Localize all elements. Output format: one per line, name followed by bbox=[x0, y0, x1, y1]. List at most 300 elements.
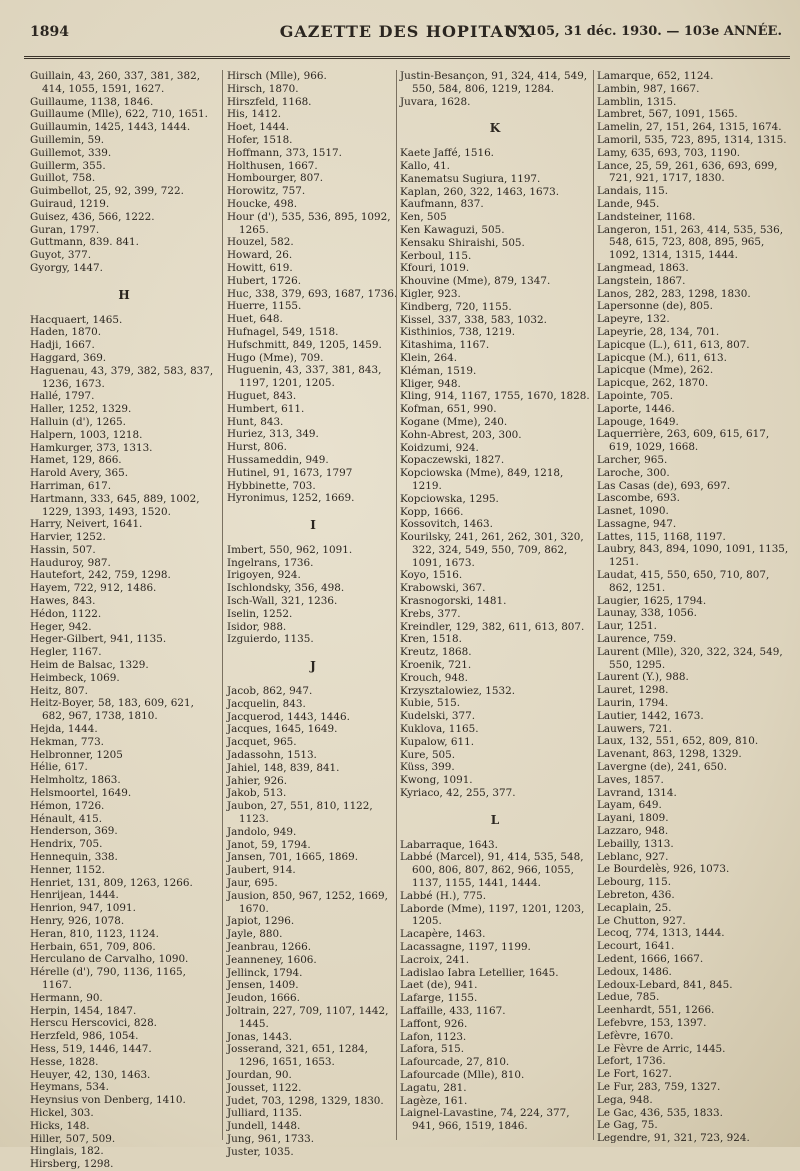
index-entry: Henry, 926, 1078. bbox=[30, 915, 125, 927]
index-entry: Kerboul, 115. bbox=[400, 249, 472, 262]
index-entry: Kohn-Abrest, 203, 300. bbox=[400, 428, 522, 441]
index-entry: Guttmann, 839. 841. bbox=[30, 236, 139, 249]
index-entry: Kure, 505. bbox=[400, 748, 456, 761]
index-entry: Jundell, 1448. bbox=[227, 1120, 301, 1133]
index-entry: Huguet, 843. bbox=[227, 389, 297, 402]
index-entry: Guisez, 436, 566, 1222. bbox=[30, 210, 155, 223]
index-entry: Guillemot, 339. bbox=[30, 146, 112, 159]
index-entry: Hussameddin, 949. bbox=[227, 453, 329, 466]
index-entry: Horowitz, 757. bbox=[227, 185, 306, 198]
index-entry: Las Casas (de), 693, 697. bbox=[597, 479, 731, 492]
index-entry: Hirsberg, 1298. bbox=[30, 1158, 114, 1171]
index-entry: Jansen, 701, 1665, 1869. bbox=[227, 851, 359, 864]
index-entry: Kudelski, 377. bbox=[400, 710, 476, 723]
index-entry: Guillemin, 59. bbox=[30, 133, 105, 146]
index-entry: Labbé (Marcel), 91, 414, 535, 548, 600, 806, 807, 862, 966, 1055, 1137, 1155, 1441, 1444. bbox=[400, 851, 584, 890]
index-entry: Hoet, 1444. bbox=[227, 121, 289, 134]
index-entry: Isch-Wall, 321, 1236. bbox=[227, 595, 338, 608]
index-entry: Lafourcade (Mlle), 810. bbox=[400, 1068, 525, 1081]
index-entry: Lasnet, 1090. bbox=[597, 505, 669, 518]
index-entry: Jousset, 1122. bbox=[227, 1081, 302, 1094]
index-entry: Le Gac, 436, 535, 1833. bbox=[597, 1106, 723, 1119]
index-entry: Kossovitch, 1463. bbox=[400, 518, 493, 531]
index-entry: Launay, 338, 1056. bbox=[597, 607, 697, 620]
index-entry: Jensen, 1409. bbox=[227, 979, 299, 992]
index-entry: Hufnagel, 549, 1518. bbox=[227, 325, 339, 338]
index-entry: Herculano de Carvalho, 1090. bbox=[30, 953, 189, 966]
index-entry: Lebreton, 436. bbox=[597, 889, 675, 901]
index-entry: Laffaille, 433, 1167. bbox=[400, 1004, 506, 1017]
journal-title: GAZETTE DES HOPITAUX bbox=[279, 22, 533, 41]
index-entry: Helmholtz, 1863. bbox=[30, 774, 121, 787]
index-entry: Guiraud, 1219. bbox=[30, 197, 110, 210]
index-entry: Hunt, 843. bbox=[227, 415, 284, 428]
index-entry: Hoffmann, 373, 1517. bbox=[227, 146, 342, 159]
index-entry: Jaur, 695. bbox=[227, 877, 278, 890]
index-entry: Lauwers, 721. bbox=[597, 722, 672, 735]
section-letter: L bbox=[490, 812, 500, 827]
index-entry: Krouch, 948. bbox=[400, 671, 468, 684]
index-entry: Ledoux, 1486. bbox=[597, 965, 672, 978]
index-entry: Lapicque (Mme), 262. bbox=[597, 364, 714, 377]
index-entry: Kléman, 1519. bbox=[400, 364, 477, 377]
index-column-3 bbox=[400, 70, 590, 1145]
index-entry: Lapicque (M.), 611, 613. bbox=[597, 351, 727, 364]
index-entry: Kanematsu Sugiura, 1197. bbox=[400, 172, 541, 185]
section-letter: K bbox=[489, 121, 501, 136]
index-entry: Heynsius von Denberg, 1410. bbox=[30, 1094, 186, 1107]
index-entry: Kigler, 923. bbox=[400, 287, 461, 300]
index-entry: Lascombe, 693. bbox=[597, 492, 680, 505]
index-entry: Kopp, 1666. bbox=[400, 505, 464, 518]
index-entry: Jayle, 880. bbox=[227, 928, 283, 941]
index-entry: Henrion, 947, 1091. bbox=[30, 902, 136, 915]
index-entry: Le Fèvre de Arric, 1445. bbox=[597, 1042, 726, 1055]
index-entry: Halpern, 1003, 1218. bbox=[30, 428, 143, 441]
index-entry: Herbain, 651, 709, 806. bbox=[30, 940, 156, 953]
index-entry: Kopciowska (Mme), 849, 1218, 1219. bbox=[400, 467, 564, 492]
index-entry: Herscu Herscovici, 828. bbox=[30, 1017, 157, 1030]
index-entry: Guyot, 377. bbox=[30, 249, 92, 262]
index-entry: Guillot, 758. bbox=[30, 172, 96, 185]
index-entry: Laquerrière, 263, 609, 615, 617, 619, 1029, 1668. bbox=[597, 428, 770, 454]
index-entry: Kitashima, 1167. bbox=[400, 339, 490, 352]
index-entry: Laur, 1251. bbox=[597, 620, 657, 633]
index-entry: Hautefort, 242, 759, 1298. bbox=[30, 569, 171, 582]
index-entry: Hesse, 1828. bbox=[30, 1055, 99, 1068]
index-entry: Isidor, 988. bbox=[227, 620, 287, 633]
index-entry: Guran, 1797. bbox=[30, 223, 100, 236]
index-entry: Hirsch (Mlle), 966. bbox=[227, 70, 327, 82]
index-entry: Lega, 948. bbox=[597, 1093, 653, 1106]
index-entry: Le Bourdelès, 926, 1073. bbox=[597, 863, 730, 876]
index-entry: Kupalow, 611. bbox=[400, 735, 475, 748]
index-entry: Hamkurger, 373, 1313. bbox=[30, 441, 153, 454]
index-entry: Lafon, 1123. bbox=[400, 1030, 467, 1043]
index-entry: Laurent (Mlle), 320, 322, 324, 549, 550, 1295. bbox=[597, 645, 783, 671]
index-entry: Landais, 115. bbox=[597, 185, 669, 198]
index-entry: Hawes, 843. bbox=[30, 595, 96, 608]
index-entry: Lambin, 987, 1667. bbox=[597, 82, 700, 95]
index-entry: Langeron, 151, 263, 414, 535, 536, 548, 615, 723, 808, 895, 965, 1092, 1314, 1315, 1444. bbox=[597, 223, 783, 262]
index-entry: Herzfeld, 986, 1054. bbox=[30, 1030, 139, 1043]
index-entry: Lance, 25, 59, 261, 636, 693, 699, 721, 921, 1717, 1830. bbox=[597, 159, 778, 185]
page-number: 1894 bbox=[30, 24, 69, 40]
index-entry: Hyronimus, 1252, 1669. bbox=[227, 492, 355, 505]
index-entry: Kubie, 515. bbox=[400, 697, 461, 710]
column-divider bbox=[396, 70, 397, 1140]
index-entry: Layam, 649. bbox=[597, 799, 662, 812]
index-entry: Hartmann, 333, 645, 889, 1002, 1229, 1393, 1493, 1520. bbox=[30, 492, 200, 518]
index-entry: Kindberg, 720, 1155. bbox=[400, 300, 512, 313]
index-entry: Lapouge, 1649. bbox=[597, 415, 679, 428]
index-entry: Krabowski, 367. bbox=[400, 582, 486, 595]
index-entry: Hicks, 148. bbox=[30, 1119, 90, 1132]
index-entry: Henner, 1152. bbox=[30, 863, 105, 876]
index-entry: Hekman, 773. bbox=[30, 735, 104, 748]
index-entry: Lagatu, 281. bbox=[400, 1081, 467, 1094]
index-entry: Justin-Besançon, 91, 324, 414, 549, 550, 584, 806, 1219, 1284. bbox=[400, 70, 588, 95]
index-entry: Le Gag, 75. bbox=[597, 1119, 658, 1132]
index-entry: Laugier, 1625, 1794. bbox=[597, 594, 707, 607]
index-entry: Juvara, 1628. bbox=[400, 95, 471, 108]
index-entry: Jeanneney, 1606. bbox=[227, 953, 317, 966]
index-entry: Jellinck, 1794. bbox=[227, 966, 303, 979]
index-entry: Gyorgy, 1447. bbox=[30, 261, 103, 274]
index-entry: Juster, 1035. bbox=[227, 1145, 294, 1158]
index-entry: Heim de Balsac, 1329. bbox=[30, 659, 149, 672]
index-entry: Laudat, 415, 550, 650, 710, 807, 862, 1251. bbox=[597, 569, 770, 594]
index-entry: Hofer, 1518. bbox=[227, 133, 293, 146]
index-entry: Jeanbrau, 1266. bbox=[227, 941, 312, 953]
index-entry: Laignel-Lavastine, 74, 224, 377, 941, 966, 1519, 1846. bbox=[400, 1107, 570, 1133]
index-entry: Lassagne, 947. bbox=[597, 517, 677, 530]
index-entry: Kyriaco, 42, 255, 377. bbox=[400, 787, 516, 800]
index-entry: Le Fort, 1627. bbox=[597, 1068, 672, 1081]
index-entry: Heger, 942. bbox=[30, 620, 92, 633]
index-entry: Kaete Jaffé, 1516. bbox=[400, 147, 494, 160]
index-entry: Lapicque (L.), 611, 613, 807. bbox=[597, 338, 750, 351]
index-entry: Kreindler, 129, 382, 611, 613, 807. bbox=[400, 620, 585, 633]
index-entry: Guillaumin, 1425, 1443, 1444. bbox=[30, 121, 191, 134]
index-entry: Laet (de), 941. bbox=[400, 979, 478, 992]
index-entry: Guillain, 43, 260, 337, 381, 382, 414, 1055, 1591, 1627. bbox=[30, 70, 201, 95]
section-letter: I bbox=[310, 518, 316, 533]
index-entry: Huet, 648. bbox=[227, 313, 283, 326]
index-entry: Lacapère, 1463. bbox=[400, 928, 486, 941]
index-entry: Hubert, 1726. bbox=[227, 274, 302, 287]
index-entry: Ischlondsky, 356, 498. bbox=[227, 582, 345, 595]
index-entry: Heuyer, 42, 130, 1463. bbox=[30, 1068, 151, 1081]
index-entry: Hess, 519, 1446, 1447. bbox=[30, 1042, 152, 1055]
index-entry: Hombourger, 807. bbox=[227, 172, 324, 185]
index-entry: Hinglais, 182. bbox=[30, 1145, 104, 1158]
index-entry: Langstein, 1867. bbox=[597, 274, 686, 287]
index-entry: Henriet, 131, 809, 1263, 1266. bbox=[30, 876, 193, 889]
index-entry: Laporte, 1446. bbox=[597, 402, 675, 415]
index-entry: Klein, 264. bbox=[400, 351, 457, 364]
index-entry: Labbé (H.), 775. bbox=[400, 889, 487, 902]
page-header bbox=[30, 18, 782, 44]
index-entry: Jourdan, 90. bbox=[227, 1068, 292, 1081]
index-entry: Hickel, 303. bbox=[30, 1106, 94, 1119]
index-entry: Ledue, 785. bbox=[597, 991, 660, 1004]
index-entry: Jonas, 1443. bbox=[227, 1030, 292, 1043]
index-entry: Jadassohn, 1513. bbox=[227, 749, 317, 762]
index-entry: Harriman, 617. bbox=[30, 479, 111, 492]
index-entry: Laubry, 843, 894, 1090, 1091, 1135, 1251. bbox=[597, 543, 789, 569]
index-entry: Huerre, 1155. bbox=[227, 300, 302, 313]
index-entry: Lapeyre, 132. bbox=[597, 313, 670, 326]
index-entry: Heger-Gilbert, 941, 1135. bbox=[30, 633, 167, 646]
index-entry: Helsmoortel, 1649. bbox=[30, 787, 132, 800]
index-entry: Lapersonne (de), 805. bbox=[597, 300, 713, 313]
index-entry: Kourilsky, 241, 261, 262, 301, 320, 322, 324, 549, 550, 709, 862, 1091, 1673. bbox=[400, 531, 584, 569]
index-entry: Ledoux-Lebard, 841, 845. bbox=[597, 978, 733, 991]
index-entry: Huriez, 313, 349. bbox=[227, 428, 319, 441]
index-entry: Koyo, 1516. bbox=[400, 569, 463, 582]
index-entry: Guillerm, 355. bbox=[30, 159, 106, 172]
index-entry: Josserand, 321, 651, 1284, 1296, 1651, 1653. bbox=[227, 1043, 368, 1069]
index-entry: Lecoq, 774, 1313, 1444. bbox=[597, 927, 725, 940]
index-entry: Howitt, 619. bbox=[227, 261, 293, 274]
index-entry: Kofman, 651, 990. bbox=[400, 403, 497, 416]
index-entry: Imbert, 550, 962, 1091. bbox=[227, 543, 353, 556]
index-entry: Hamet, 129, 866. bbox=[30, 454, 122, 467]
index-entry: Lamblin, 1315. bbox=[597, 95, 677, 108]
index-entry: Laurence, 759. bbox=[597, 633, 677, 646]
index-entry: Ingelrans, 1736. bbox=[227, 556, 314, 569]
index-entry: Leblanc, 927. bbox=[597, 850, 669, 863]
index-entry: Helbronner, 1205 bbox=[30, 748, 123, 761]
index-entry: Izguierdo, 1135. bbox=[227, 633, 314, 646]
index-entry: Joltrain, 227, 709, 1107, 1442, 1445. bbox=[227, 1004, 389, 1030]
index-entry: Hejda, 1444. bbox=[30, 723, 98, 736]
index-entry: Ken Kawaguzi, 505. bbox=[400, 223, 505, 236]
index-entry: Lecourt, 1641. bbox=[597, 940, 675, 953]
index-entry: Jaubon, 27, 551, 810, 1122, 1123. bbox=[227, 800, 373, 826]
index-entry: Lazzaro, 948. bbox=[597, 825, 669, 838]
index-entry: Lautier, 1442, 1673. bbox=[597, 709, 704, 722]
index-entry: Ledent, 1666, 1667. bbox=[597, 952, 704, 965]
index-entry: Lafora, 515. bbox=[400, 1043, 465, 1056]
index-entry: Laroche, 300. bbox=[597, 466, 670, 479]
index-entry: Kisthinios, 738, 1219. bbox=[400, 326, 516, 339]
index-entry: Khouvine (Mme), 879, 1347. bbox=[400, 275, 551, 288]
index-entry: Kren, 1518. bbox=[400, 633, 462, 646]
index-entry: Heymans, 534. bbox=[30, 1081, 109, 1094]
index-entry: Jacques, 1645, 1649. bbox=[227, 723, 338, 736]
index-entry: Koidzumi, 924. bbox=[400, 441, 479, 454]
index-entry: Hirszfeld, 1168. bbox=[227, 95, 312, 108]
index-entry: Haggard, 369. bbox=[30, 351, 107, 364]
index-entry: Laffont, 926. bbox=[400, 1017, 468, 1030]
index-entry: Lacassagne, 1197, 1199. bbox=[400, 941, 531, 953]
index-entry: Hiller, 507, 509. bbox=[30, 1132, 116, 1145]
index-entry: Hélie, 617. bbox=[30, 761, 88, 774]
index-entry: Jausion, 850, 967, 1252, 1669, 1670. bbox=[227, 889, 388, 915]
index-entry: Le Fur, 283, 759, 1327. bbox=[597, 1080, 721, 1093]
index-entry: Jacquet, 965. bbox=[227, 736, 297, 749]
index-entry: Lavenant, 863, 1298, 1329. bbox=[597, 748, 742, 761]
index-column-2 bbox=[227, 70, 399, 1158]
index-entry: Kaufmann, 837. bbox=[400, 198, 484, 211]
index-entry: Julliard, 1135. bbox=[227, 1107, 302, 1120]
index-entry: Jacob, 862, 947. bbox=[227, 685, 313, 698]
index-entry: Kliger, 948. bbox=[400, 377, 461, 390]
index-entry: Lacroix, 241. bbox=[400, 953, 470, 966]
index-entry: Krebs, 377. bbox=[400, 607, 461, 620]
index-entry: Guillaume (Mlle), 622, 710, 1651. bbox=[30, 108, 208, 121]
index-entry: Jandolo, 949. bbox=[227, 825, 297, 838]
index-entry: Langmead, 1863. bbox=[597, 261, 689, 274]
index-entry: Lamarque, 652, 1124. bbox=[597, 70, 714, 82]
index-entry: Jacquelin, 843. bbox=[227, 697, 306, 710]
index-entry: Lapicque, 262, 1870. bbox=[597, 377, 709, 390]
index-entry: Hennequin, 338. bbox=[30, 851, 118, 864]
index-entry: Guimbellot, 25, 92, 399, 722. bbox=[30, 185, 184, 198]
index-entry: Lauret, 1298. bbox=[597, 684, 669, 697]
index-entry: Haguenau, 43, 379, 382, 583, 837, 1236, 1673. bbox=[30, 364, 214, 390]
index-entry: Le Chutton, 927. bbox=[597, 914, 686, 927]
index-entry: Lande, 945. bbox=[597, 197, 660, 210]
index-entry: Jaubert, 914. bbox=[227, 864, 296, 877]
index-entry: Hauduroy, 987. bbox=[30, 556, 111, 569]
index-entry: Lavrand, 1314. bbox=[597, 786, 677, 799]
index-entry: Jung, 961, 1733. bbox=[227, 1132, 314, 1145]
index-entry: Lamy, 635, 693, 703, 1190. bbox=[597, 146, 741, 159]
index-entry: Kopciowska, 1295. bbox=[400, 492, 499, 505]
index-entry: Krasnogorski, 1481. bbox=[400, 595, 507, 608]
index-column-1 bbox=[30, 70, 218, 1171]
index-entry: Hédon, 1122. bbox=[30, 607, 102, 620]
index-entry: Lafourcade, 27, 810. bbox=[400, 1056, 510, 1069]
header-rule bbox=[24, 56, 790, 59]
index-entry: Iselin, 1252. bbox=[227, 607, 293, 620]
index-entry: Humbert, 611. bbox=[227, 402, 305, 415]
index-entry: Laux, 132, 551, 652, 809, 810. bbox=[597, 735, 759, 748]
index-entry: Huguenin, 43, 337, 381, 843, 1197, 1201, 1205. bbox=[227, 364, 382, 390]
index-entry: Hugo (Mme), 709. bbox=[227, 351, 324, 364]
section-letter: J bbox=[310, 659, 316, 674]
index-entry: Jahiel, 148, 839, 841. bbox=[227, 761, 340, 774]
index-entry: Landsteiner, 1168. bbox=[597, 210, 696, 223]
index-entry: His, 1412. bbox=[227, 108, 282, 121]
index-column-4 bbox=[597, 70, 792, 1145]
issue-info: N° 105, 31 déc. 1930. — 103e ANNÉE. bbox=[505, 24, 782, 39]
index-entry: Kopaczewski, 1827. bbox=[400, 454, 505, 467]
index-entry: Lattes, 115, 1168, 1197. bbox=[597, 530, 726, 543]
index-entry: Leenhardt, 551, 1266. bbox=[597, 1004, 715, 1017]
index-entry: Judet, 703, 1298, 1329, 1830. bbox=[227, 1094, 384, 1107]
index-entry: Hendrix, 705. bbox=[30, 838, 103, 851]
index-entry: Legendre, 91, 321, 723, 924. bbox=[597, 1132, 750, 1145]
index-entry: Kling, 914, 1167, 1755, 1670, 1828. bbox=[400, 390, 590, 403]
index-entry: Henderson, 369. bbox=[30, 825, 118, 838]
index-entry: Hénault, 415. bbox=[30, 812, 103, 825]
index-entry: Kroenik, 721. bbox=[400, 659, 472, 672]
index-entry: Laurent (Y.), 988. bbox=[597, 671, 689, 684]
index-entry: Heimbeck, 1069. bbox=[30, 671, 120, 684]
index-entry: Irigoyen, 924. bbox=[227, 569, 301, 582]
index-entry: Lefort, 1736. bbox=[597, 1055, 666, 1068]
index-entry: Hirsch, 1870. bbox=[227, 82, 299, 95]
index-entry: Henrijean, 1444. bbox=[30, 889, 119, 902]
index-entry: Lamoril, 535, 723, 895, 1314, 1315. bbox=[597, 133, 787, 146]
index-entry: Huc, 338, 379, 693, 1687, 1736. bbox=[227, 287, 398, 300]
column-divider bbox=[222, 70, 223, 1140]
index-entry: Hour (d'), 535, 536, 895, 1092, 1265. bbox=[227, 210, 391, 236]
index-entry: Hallé, 1797. bbox=[30, 390, 95, 403]
index-entry: Heitz-Boyer, 58, 183, 609, 621, 682, 967, 1738, 1810. bbox=[30, 697, 194, 723]
index-entry: Lavergne (de), 241, 650. bbox=[597, 761, 727, 774]
index-entry: Ken, 505 bbox=[400, 211, 447, 224]
index-entry: Kuklova, 1165. bbox=[400, 723, 479, 736]
index-entry: Lefebvre, 153, 1397. bbox=[597, 1016, 707, 1029]
index-entry: Jacquerod, 1443, 1446. bbox=[227, 710, 350, 723]
index-entry: Lambret, 567, 1091, 1565. bbox=[597, 108, 738, 121]
index-entry: Heitz, 807. bbox=[30, 684, 88, 697]
index-entry: Ladislao Iabra Letellier, 1645. bbox=[400, 966, 559, 979]
index-entry: Hérelle (d'), 790, 1136, 1165, 1167. bbox=[30, 966, 186, 991]
index-entry: Haller, 1252, 1329. bbox=[30, 403, 132, 416]
index-entry: Kreutz, 1868. bbox=[400, 646, 472, 659]
index-entry: Lapointe, 705. bbox=[597, 389, 674, 402]
index-entry: Houcke, 498. bbox=[227, 197, 298, 210]
index-entry: Lefèvre, 1670. bbox=[597, 1029, 674, 1042]
index-entry: Hémon, 1726. bbox=[30, 799, 105, 812]
index-entry: Kogane (Mme), 240. bbox=[400, 415, 508, 428]
index-entry: Hermann, 90. bbox=[30, 991, 103, 1004]
index-entry: Harry, Neivert, 1641. bbox=[30, 518, 143, 531]
index-entry: Lebourg, 115. bbox=[597, 876, 672, 889]
index-entry: Kissel, 337, 338, 583, 1032. bbox=[400, 313, 547, 326]
index-entry: Hufschmitt, 849, 1205, 1459. bbox=[227, 338, 382, 351]
index-entry: Hassin, 507. bbox=[30, 543, 96, 556]
index-entry: Larcher, 965. bbox=[597, 453, 668, 466]
index-entry: Hadji, 1667. bbox=[30, 339, 95, 352]
index-entry: Hutinel, 91, 1673, 1797 bbox=[227, 466, 353, 479]
index-entry: Guillaume, 1138, 1846. bbox=[30, 95, 154, 108]
index-entry: Laurin, 1794. bbox=[597, 697, 669, 710]
index-entry: Lapeyrie, 28, 134, 701. bbox=[597, 325, 720, 338]
index-entry: Holthusen, 1667. bbox=[227, 159, 318, 172]
index-entry: Lecaplain, 25. bbox=[597, 901, 672, 914]
index-entry: Lebailly, 1313. bbox=[597, 837, 674, 850]
index-entry: Haden, 1870. bbox=[30, 326, 102, 339]
index-entry: Houzel, 582. bbox=[227, 236, 294, 249]
index-entry: Laves, 1857. bbox=[597, 773, 664, 786]
index-entry: Japiot, 1296. bbox=[227, 915, 295, 928]
index-entry: Lagèze, 161. bbox=[400, 1094, 468, 1107]
index-entry: Lanos, 282, 283, 1298, 1830. bbox=[597, 287, 751, 300]
index-entry: Hayem, 722, 912, 1486. bbox=[30, 582, 157, 595]
section-letter: H bbox=[118, 287, 130, 302]
index-entry: Lamelin, 27, 151, 264, 1315, 1674. bbox=[597, 121, 782, 134]
index-entry: Layani, 1809. bbox=[597, 812, 669, 825]
index-entry: Harold Avery, 365. bbox=[30, 467, 129, 480]
index-entry: Jeudon, 1666. bbox=[227, 992, 300, 1005]
index-entry: Kaplan, 260, 322, 1463, 1673. bbox=[400, 185, 560, 198]
index-entry: Herpin, 1454, 1847. bbox=[30, 1004, 137, 1017]
index-entry: Heran, 810, 1123, 1124. bbox=[30, 927, 159, 940]
index-entry: Lafarge, 1155. bbox=[400, 992, 478, 1005]
index-entry: Hacquaert, 1465. bbox=[30, 313, 123, 326]
index-entry: Hegler, 1167. bbox=[30, 646, 102, 659]
index-entry: Kallo, 41. bbox=[400, 159, 450, 172]
column-divider bbox=[593, 70, 594, 1140]
index-entry: Halluin (d'), 1265. bbox=[30, 415, 126, 428]
